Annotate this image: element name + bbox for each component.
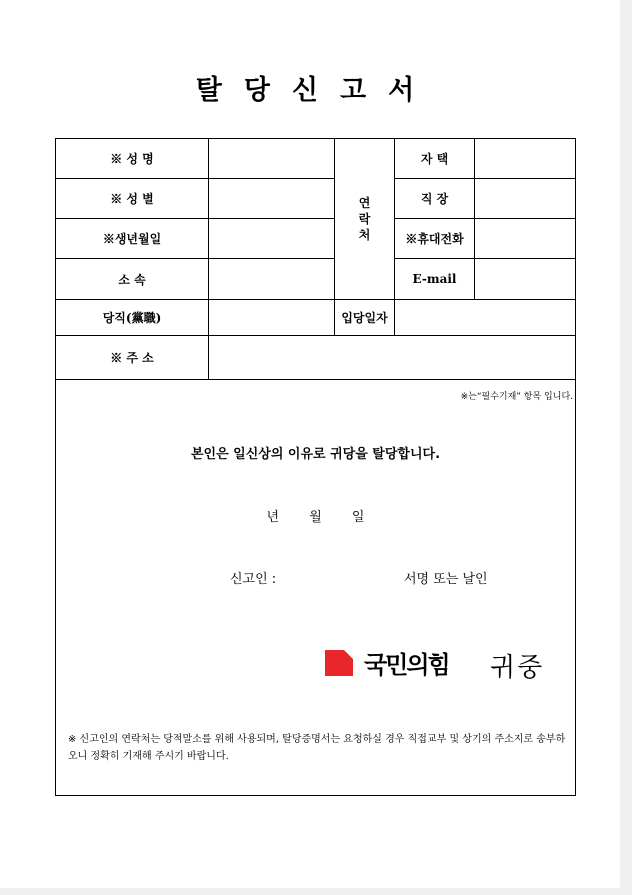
- row-line: [56, 379, 575, 380]
- signature-note: 서명 또는 날인: [404, 572, 488, 587]
- party-logo: [322, 645, 449, 680]
- address-field[interactable]: [209, 336, 575, 379]
- required-note: ※는“필수기재” 항목 입니다.: [460, 392, 573, 402]
- label-join-date: 입당일자: [341, 311, 388, 325]
- home-phone-field[interactable]: [475, 139, 575, 178]
- email-field[interactable]: [475, 259, 575, 299]
- party-logo-text: 국민의힘: [364, 651, 449, 679]
- contact-char: 연: [358, 196, 371, 210]
- form-frame: [55, 138, 576, 796]
- mobile-field[interactable]: [475, 219, 575, 258]
- label-gender: ※ 성 별: [110, 192, 154, 206]
- label-mobile: ※휴대전화: [405, 232, 464, 246]
- party-post-field[interactable]: [209, 300, 334, 335]
- withdrawal-statement: 본인은 일신상의 이유로 귀당을 탈당합니다.: [190, 447, 441, 462]
- label-email: E-mail: [412, 272, 457, 286]
- affiliation-field[interactable]: [209, 259, 334, 299]
- date-line: 년 월 일: [266, 510, 365, 525]
- gender-field[interactable]: [209, 179, 334, 218]
- contact-char: 처: [358, 228, 371, 242]
- honorific: 귀중: [490, 653, 545, 683]
- label-work: 직 장: [420, 192, 449, 206]
- page-title: 탈당신고서: [195, 75, 437, 106]
- contact-group-label: [335, 139, 394, 299]
- label-name: ※ 성 명: [110, 152, 154, 166]
- label-affiliation: 소 속: [118, 272, 146, 287]
- signer-label: 신고인 :: [230, 572, 277, 587]
- label-address: ※ 주 소: [110, 351, 154, 365]
- party-logo-icon: [322, 646, 356, 680]
- label-birth: ※생년월일: [102, 232, 162, 246]
- name-field[interactable]: [209, 139, 334, 178]
- contact-char: 락: [358, 212, 371, 226]
- work-phone-field[interactable]: [475, 179, 575, 218]
- birth-field[interactable]: [209, 219, 334, 258]
- join-date-field[interactable]: [395, 300, 575, 335]
- label-party-post: 당직(黨職): [102, 311, 162, 325]
- label-home: 자 택: [420, 152, 449, 166]
- footnote: ※ 신고인의 연락처는 당적말소를 위해 사용되며, 탈당증명서는 요청하실 경우 직접교부 및 상기의 주소지로 송부하오니 정확히 기재해 주시기 바랍니다.: [68, 734, 566, 762]
